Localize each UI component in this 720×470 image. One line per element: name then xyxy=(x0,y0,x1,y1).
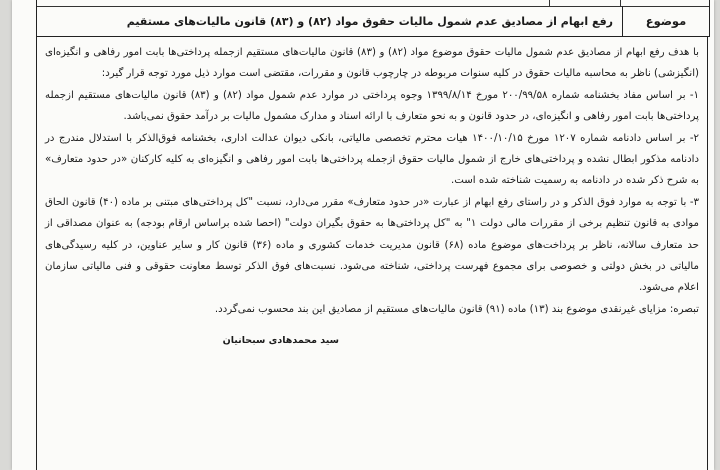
signatory-name: سید محمدهادی سبحانیان xyxy=(222,335,339,347)
subject-label: موضوع xyxy=(622,6,709,36)
clause-1: ۱- بر اساس مفاد بخشنامه شماره ۲۰۰/۹۹/۵۸ مورخ ۱۳۹۹/۸/۱۴ وجوه پرداختی در موارد عدم شمول مواد (۸۲) و (۸۳) قانون مالیات‌های مستقیم ازجمله پرداختی‌ها بابت امور رفاهی و انگیزه‌ای، در حدود قانون و به نحو متعارف با ارائه اسناد و مدارک مشمول مالیات بر درآمد حقوق نمی‌باشد. xyxy=(45,89,699,123)
clause-3: ۳- با توجه به موارد فوق الذکر و در راستای رفع ابهام از عبارت «در حدود متعارف» مقرر می‌دارد، نسبت "کل پرداختی‌های مبتنی بر ماده (۴۰) قانون الحاق موادی به قانون تنظیم برخی از مقررات مالی دولت ۱" به "کل پرداختی‌ها به حقوق بگیران دولت" (احصا شده براساس ارقام بودجه) به عنوان مصداقی از حد متعارف سالانه، ناظر بر پرداخت‌های موضوع ماده (۶۸) قانون مدیریت خدمات کشوری و ماده (۳۶) قانون کار و سایر عناوین، در کلیه رسیدگی‌های مالیاتی در بخش دولتی و خصوصی برای مجموع فهرست پرداختی، شناخته می‌شود. نسبت‌های فوق الذکر توسط معاونت حقوقی و فنی مالیاتی سازمان اعلام می‌شود. xyxy=(45,196,700,294)
circular-body xyxy=(36,36,708,470)
subject-header-table xyxy=(36,0,710,37)
subject-title: رفع ابهام از مصادیق عدم شمول مالیات حقوق مواد (۸۲) و (۸۳) قانون مالیات‌های مستقیم xyxy=(126,14,613,28)
intro-paragraph: با هدف رفع ابهام از مصادیق عدم شمول مالیات حقوق موضوع مواد (۸۲) و (۸۳) قانون مالیات‌های مستقیم ازجمله پرداختی‌ها بابت امور رفاهی و انگیزه‌ای (انگیزشی) ناظر به محاسبه مالیات حقوق در کلیه سنوات مربوطه در چارچوب قانون و مقررات، مقتضی است موارد ذیل مورد توجه قرار گیرد: xyxy=(45,47,699,80)
clause-2: ۲- بر اساس دادنامه شماره ۱۲۰۷ مورخ ۱۴۰۰/۱۰/۱۵ هیات محترم تخصصی مالیاتی، بانکی دیوان عدالت اداری، بخشنامه فوق‌الذکر با استدلال مندرج در دادنامه مذکور ابطال نشده و پرداختی‌های خارج از شمول مالیات حقوق ازجمله پرداختی‌ها بابت امور رفاهی و انگیزه‌ای به کلیه کارکنان «در حدود متعارف» به شرح ذکر شده در دادنامه به رسمیت شناخته شده است. xyxy=(45,132,700,187)
note-paragraph: تبصره: مزایای غیرنقدی موضوع بند (۱۳) ماده (۹۱) قانون مالیات‌های مستقیم از مصادیق این بند محسوب نمی‌گردد. xyxy=(214,303,699,315)
document-page xyxy=(12,0,714,470)
